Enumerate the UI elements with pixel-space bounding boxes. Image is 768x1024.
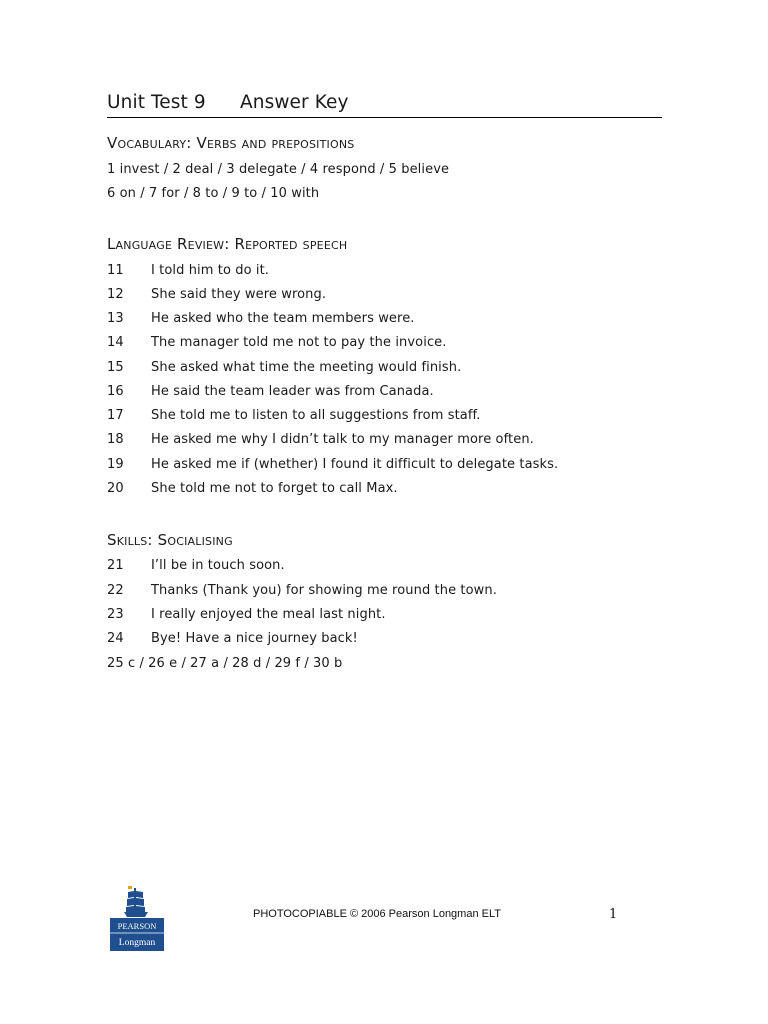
- skills-final-line: 25 c / 26 e / 27 a / 28 d / 29 f / 30 b: [107, 656, 343, 671]
- logo-text-top: PEARSON: [117, 921, 157, 931]
- pearson-longman-logo: [110, 886, 164, 951]
- item-number: 16: [107, 384, 124, 399]
- item-number: 21: [107, 558, 124, 573]
- item-text: He asked me if (whether) I found it difficult to delegate tasks.: [151, 457, 559, 472]
- item-number: 17: [107, 408, 124, 423]
- item-text: She told me not to forget to call Max.: [151, 481, 398, 496]
- item-number: 11: [107, 263, 124, 278]
- item-text: She told me to listen to all suggestions from staff.: [151, 408, 481, 423]
- unit-title: Unit Test 9: [107, 92, 206, 113]
- item-text: I really enjoyed the meal last night.: [151, 607, 386, 622]
- answer-key-title: Answer Key: [240, 92, 349, 113]
- vocabulary-line-1: 1 invest / 2 deal / 3 delegate / 4 respond / 5 believe: [107, 162, 450, 177]
- item-text: The manager told me not to pay the invoice.: [151, 335, 447, 350]
- vocabulary-heading: Vocabulary: Verbs and prepositions: [107, 134, 355, 152]
- item-number: 15: [107, 360, 124, 375]
- skills-heading: Skills: Socialising: [107, 531, 233, 549]
- item-text: I’ll be in touch soon.: [151, 558, 285, 573]
- item-text: She said they were wrong.: [151, 287, 327, 302]
- vocabulary-line-2: 6 on / 7 for / 8 to / 9 to / 10 with: [107, 186, 320, 201]
- item-text: Thanks (Thank you) for showing me round the town.: [151, 583, 497, 598]
- item-number: 12: [107, 287, 124, 302]
- page-number: 1: [609, 907, 618, 922]
- item-text: He said the team leader was from Canada.: [151, 384, 434, 399]
- ship-icon: [110, 886, 164, 951]
- item-number: 20: [107, 481, 124, 496]
- copyright-notice: PHOTOCOPIABLE © 2006 Pearson Longman ELT: [253, 908, 501, 920]
- item-text: He asked me why I didn’t talk to my manager more often.: [151, 432, 534, 447]
- item-text: She asked what time the meeting would finish.: [151, 360, 462, 375]
- page-title: [107, 92, 662, 118]
- item-number: 19: [107, 457, 124, 472]
- item-number: 23: [107, 607, 124, 622]
- item-number: 22: [107, 583, 124, 598]
- item-text: He asked who the team members were.: [151, 311, 415, 326]
- item-number: 14: [107, 335, 124, 350]
- item-number: 18: [107, 432, 124, 447]
- language-review-heading: Language Review: Reported speech: [107, 235, 348, 253]
- item-text: Bye! Have a nice journey back!: [151, 631, 358, 646]
- logo-text-bottom: Longman: [118, 938, 156, 948]
- item-number: 13: [107, 311, 124, 326]
- item-text: I told him to do it.: [151, 263, 270, 278]
- item-number: 24: [107, 631, 124, 646]
